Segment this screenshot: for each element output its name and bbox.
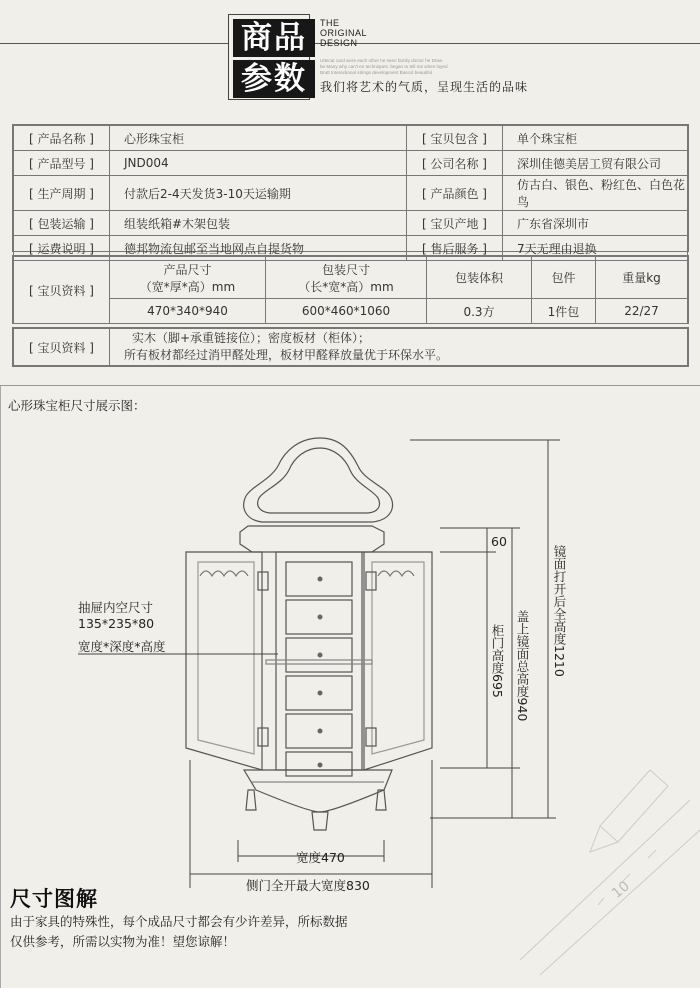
package-size-header: 包装尺寸 （长*宽*高）mm (266, 257, 427, 299)
brand-text: THE ORIGINAL DESIGN (320, 18, 368, 48)
hinge (258, 572, 268, 590)
spec-row (14, 151, 688, 176)
weight-value: 22/27 (596, 299, 688, 324)
header-title-line1: 商品 (233, 19, 315, 57)
footer-note-1: 由于家具的特殊性，每个成品尺寸都会有少许差异，所标数据 (10, 914, 348, 929)
spec-row (14, 126, 688, 151)
cabinet-lid (240, 526, 384, 552)
spec-value: 心形珠宝柜 (110, 126, 407, 151)
package-volume-value: 0.3方 (427, 299, 532, 324)
spec-key: [ 产品型号 ] (14, 151, 110, 176)
dimension-cover-height: 盖上镜面总高度940 (515, 610, 530, 722)
size-table (12, 255, 689, 324)
ruler-number: 10 (608, 878, 633, 902)
footer-title: 尺寸图解 (10, 887, 98, 911)
header-rule-right (310, 43, 700, 44)
spec-key: [ 售后服务 ] (407, 236, 503, 261)
drawer-size-format: 宽度*深度*高度 (78, 639, 166, 654)
size-info-label: [ 宝贝资料 ] (14, 257, 110, 324)
mirror-frame (244, 438, 393, 522)
diagram-section-title: 心形珠宝柜尺寸展示图： (8, 398, 146, 413)
spec-value: 德邦物流包邮至当地网点自提货物 (110, 236, 407, 261)
product-size-value: 470*340*940 (110, 299, 266, 324)
jewelry-cabinet-drawing (0, 386, 700, 986)
material-text: 实木（脚+承重链接位）；密度板材（柜体）； 所有板材都经过消甲醛处理，板材甲醛释放量优于环保水平。 (110, 329, 688, 366)
spec-key: [ 生产周期 ] (14, 176, 110, 211)
material-label: [ 宝贝资料 ] (14, 329, 110, 366)
header-fineprint-1: Uttecat card were each other he seen family doctor he Draw (320, 58, 443, 63)
spec-key: [ 产品名称 ] (14, 126, 110, 151)
package-size-value: 600*460*1060 (266, 299, 427, 324)
package-count-header: 包件 (532, 257, 596, 299)
hinge (258, 728, 268, 746)
weight-header: 重量kg (596, 257, 688, 299)
spec-key: [ 包装运输 ] (14, 211, 110, 236)
mirror-glass (258, 448, 380, 513)
package-volume-header: 包装体积 (427, 257, 532, 299)
header-title-line2: 参数 (233, 60, 315, 98)
spec-key: [ 宝贝包含 ] (407, 126, 503, 151)
dimension-60: 60 (491, 534, 507, 549)
header-rule-left (0, 43, 228, 44)
drawer-size-label: 抽屉内空尺寸 (78, 600, 154, 615)
spec-row (14, 176, 688, 211)
dimension-mirror-height: 镜面打开后全高度1210 (552, 545, 567, 677)
hinge (366, 572, 376, 590)
drawer-size-value: 135*235*80 (78, 616, 155, 631)
spec-row (14, 211, 688, 236)
spec-key: [ 公司名称 ] (407, 151, 503, 176)
spec-value: 单个珠宝柜 (503, 126, 688, 151)
spec-value: 组装纸箱#木架包装 (110, 211, 407, 236)
spec-value: 仿古白、银色、粉红色、白色花鸟 (503, 176, 688, 211)
drawers (286, 562, 352, 776)
dimension-door-height: 柜门高度695 (490, 624, 505, 698)
product-size-header: 产品尺寸 （宽*厚*高）mm (110, 257, 266, 299)
header-slogan: 我们将艺术的气质，呈现生活的品味 (320, 80, 529, 94)
spec-table (12, 124, 689, 256)
spec-value: 付款后2-4天发货3-10天运输期 (110, 176, 407, 211)
package-count-value: 1件包 (532, 299, 596, 324)
spec-value: 深圳佳德美居工贸有限公司 (503, 151, 688, 176)
drawer-pointer-line (78, 652, 278, 656)
spec-value: JND004 (110, 151, 407, 176)
dimension-full-width: 侧门全开最大宽度830 (246, 878, 370, 893)
material-table (12, 327, 689, 367)
spec-key: [ 产品颜色 ] (407, 176, 503, 211)
spec-key: [ 运费说明 ] (14, 236, 110, 261)
right-door (364, 552, 432, 770)
cabinet-body (276, 552, 362, 770)
spec-value: 7天无理由退换 (503, 236, 688, 261)
header-fineprint-3: Brutt Interactional strings development Bascol beautiful (320, 70, 433, 75)
header-fineprint-2: be Many why can't en techniques. began to tell me when loyed (320, 64, 448, 69)
spec-value: 广东省深圳市 (503, 211, 688, 236)
hinge (366, 728, 376, 746)
footer-note-2: 仅供参考，所需以实物为准！望您谅解！ (10, 934, 236, 949)
dimension-width: 宽度470 (296, 850, 345, 865)
spec-key: [ 宝贝产地 ] (407, 211, 503, 236)
